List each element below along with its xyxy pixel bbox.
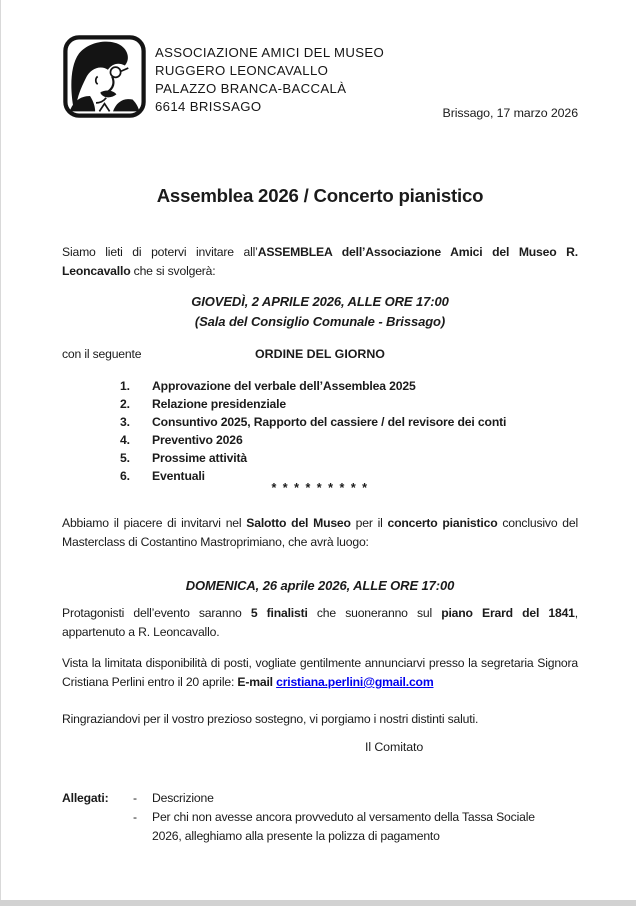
letter-date: Brissago, 17 marzo 2026 (442, 106, 578, 120)
org-address-line: ASSOCIAZIONE AMICI DEL MUSEO (155, 45, 385, 60)
agenda-title: ORDINE DEL GIORNO (255, 347, 385, 361)
intro-paragraph (62, 243, 578, 281)
text-segment: che suoneranno sul (307, 606, 442, 620)
finalists-paragraph (62, 604, 578, 642)
leoncavallo-caricature-icon (62, 33, 147, 120)
salon-invite-paragraph (62, 514, 578, 552)
email-link[interactable]: cristiana.perlini@gmail.com (276, 675, 434, 689)
text-segment: 5 finalisti (250, 606, 308, 620)
window-bottom-edge (0, 900, 636, 906)
agenda-header (62, 345, 578, 363)
rsvp-paragraph (62, 654, 578, 692)
thanks-paragraph: Ringraziandovi per il vostro prezioso sostegno, vi porgiamo i nostri distinti saluti. (62, 712, 479, 726)
museum-logo (62, 33, 147, 120)
agenda-item: Consuntivo 2025, Rapporto del cassiere / del revisore dei conti (152, 415, 507, 429)
text-segment: Salotto del Museo (246, 516, 351, 530)
attachment-text: - Per chi non avesse ancora provveduto al versamento della Tassa Sociale 2026, alleghiamo alla presente la polizza di pagamento (152, 810, 535, 843)
agenda-list (62, 377, 578, 485)
concert-date-line: DOMENICA, 26 aprile 2026, ALLE ORE 17:00 (185, 578, 455, 593)
assembly-venue-line: (Sala del Consiglio Comunale - Brissago) (194, 314, 446, 329)
org-address-line: PALAZZO BRANCA-BACCALÀ (155, 81, 347, 96)
text-segment: , appartenuto a R. Leoncavallo. (62, 606, 578, 639)
attachments-label: Allegati: (62, 791, 109, 805)
attachment-item (133, 789, 566, 808)
text-segment: E-mail (237, 675, 277, 689)
attachments-list (133, 789, 578, 846)
page-title: Assemblea 2026 / Concerto pianistico (156, 185, 484, 206)
agenda-lead: con il seguente (62, 347, 142, 361)
org-address-line: 6614 BRISSAGO (155, 99, 262, 114)
text-segment: ASSEMBLEA dell’Associazione Amici del Museo R. Leoncavallo (62, 245, 578, 278)
attachment-item (133, 808, 566, 846)
org-address (155, 44, 384, 116)
text-segment: concerto pianistico (387, 516, 498, 530)
text-segment: Siamo lieti di potervi invitare all’ (62, 245, 258, 259)
agenda-item: Preventivo 2026 (152, 433, 243, 447)
attachment-text: - Descrizione (152, 791, 214, 805)
letter-header (62, 33, 578, 120)
text-segment: Protagonisti dell’evento saranno (62, 606, 251, 620)
text-segment: Vista la limitata disponibilità di posti, vogliate gentilmente annunciarvi presso la segretaria Signora Cristiana Perlini entro il 20 aprile: (62, 656, 578, 689)
agenda-item: Prossime attività (152, 451, 247, 465)
text-segment: Abbiamo il piacere di invitarvi nel (62, 516, 247, 530)
text-segment: conclusivo del Masterclass di Costantino Mastroprimiano, che avrà luogo: (62, 516, 579, 549)
agenda-item: Relazione presidenziale (152, 397, 287, 411)
agenda-item: Approvazione del verbale dell’Assemblea 2025 (152, 379, 416, 393)
window-left-edge (0, 0, 1, 906)
signature: Il Comitato (365, 740, 424, 754)
text-segment: che si svolgerà: (130, 264, 216, 278)
org-address-line: RUGGERO LEONCAVALLO (155, 63, 329, 78)
text-segment: piano Erard del 1841 (441, 606, 575, 620)
agenda-item: Eventuali (152, 469, 205, 483)
text-segment: per il (350, 516, 388, 530)
assembly-date-line: GIOVEDÌ, 2 APRILE 2026, ALLE ORE 17:00 (191, 294, 449, 309)
separator-asterisks: * * * * * * * * * (271, 481, 369, 495)
attachments (62, 789, 578, 846)
